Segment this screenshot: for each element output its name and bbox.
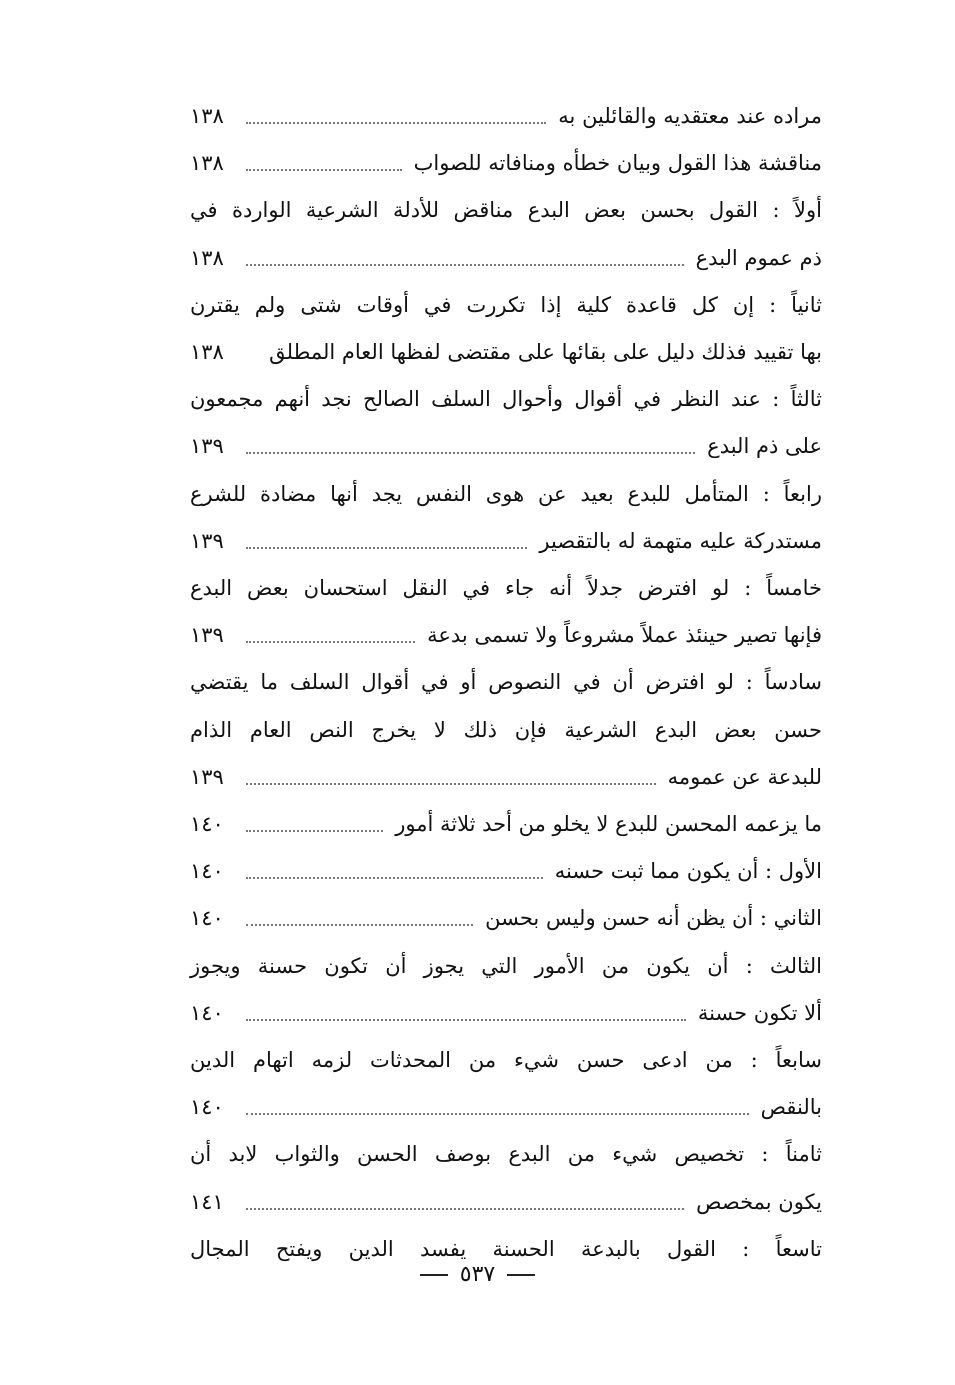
toc-entry <box>190 1079 822 1127</box>
toc-entry <box>190 749 822 797</box>
toc-entry <box>190 1174 822 1222</box>
dot-leader <box>246 452 695 454</box>
page-number: ٥٣٧ <box>459 1262 496 1287</box>
toc-entry <box>190 324 822 372</box>
dot-leader <box>246 1208 684 1210</box>
toc-entry <box>190 418 822 466</box>
toc-entry-text: مناقشة هذا القول وبيان خطأه ومنافاته للصواب <box>413 151 822 176</box>
toc-entry <box>190 607 822 655</box>
toc-page-number: ١٣٨ <box>190 151 224 176</box>
toc-entry-text: مستدركة عليه متهمة له بالتقصير <box>539 528 822 553</box>
dot-leader <box>246 264 684 266</box>
footer-dash-right <box>507 1274 535 1276</box>
dot-leader <box>246 924 473 926</box>
toc-entry-text: مراده عند معتقديه والقائلين به <box>558 104 822 128</box>
toc-entry <box>190 843 822 891</box>
toc-page-number: ١٣٨ <box>190 104 224 128</box>
toc-page-number: ١٤٠ <box>190 812 224 836</box>
toc-entry <box>190 938 822 986</box>
toc-entry-text: بها تقييد فذلك دليل على بقائها على مقتضى لفظها العام المطلق <box>269 340 822 364</box>
toc-entry-text: ذم عموم البدع <box>695 245 822 270</box>
dot-leader <box>246 877 543 879</box>
toc-entry-text: ما يزعمه المحسن للبدع لا يخلو من أحد ثلاثة أمور <box>395 812 822 836</box>
toc-page-number: ١٤٠ <box>190 1000 224 1025</box>
toc-entry <box>190 135 822 183</box>
toc-entry-text: سادساً : لو افترض أن في النصوص أو في أقوال السلف ما يقتضي <box>190 670 822 695</box>
toc-entry <box>190 985 822 1033</box>
toc-entry-text: ثالثاً : عند النظر في أقوال وأحوال السلف الصالح نجد أنهم مجمعون <box>190 387 822 412</box>
toc-page-number: ١٤٠ <box>190 859 224 884</box>
page-footer <box>0 1262 955 1287</box>
toc-page-number: ١٤٠ <box>190 906 224 931</box>
toc-page-number: ١٣٨ <box>190 340 224 364</box>
toc-page-number: ١٣٩ <box>190 764 224 789</box>
toc-entry-text: للبدعة عن عمومه <box>667 764 822 789</box>
toc-page-number: ١٣٩ <box>190 434 224 459</box>
dot-leader <box>246 1113 749 1115</box>
toc-entry <box>190 182 822 230</box>
toc-entry <box>190 654 822 702</box>
dot-leader <box>246 783 656 785</box>
footer-dash-left <box>420 1274 448 1276</box>
toc-entry <box>190 371 822 419</box>
dot-leader <box>246 1019 686 1021</box>
toc-entry <box>190 513 822 561</box>
toc-entry-text: سابعاً : من ادعى حسن شيء من المحدثات لزمه اتهام الدين <box>190 1048 822 1072</box>
toc-entry-text: ثامناً : تخصيص شيء من البدع بوصف الحسن والثواب لابد أن <box>190 1142 822 1167</box>
toc-page-number: ١٣٩ <box>190 528 224 553</box>
dot-leader <box>246 641 415 643</box>
toc-entry <box>190 1126 822 1174</box>
toc-entry-text: على ذم البدع <box>707 434 822 459</box>
toc-page-number: ١٤١ <box>190 1189 224 1214</box>
toc-entry-text: ألا تكون حسنة <box>697 1000 822 1025</box>
toc-entry-text: يكون بمخصص <box>696 1189 822 1214</box>
toc-page-number: ١٤٠ <box>190 1095 224 1120</box>
toc-entry <box>190 702 822 750</box>
dot-leader <box>246 169 402 171</box>
toc-entry-text: خامساً : لو افترض جدلاً أنه جاء في النقل استحسان بعض البدع <box>190 576 822 600</box>
toc-entry-text: حسن بعض البدع الشرعية فإن ذلك لا يخرج النص العام الذام <box>190 717 822 742</box>
toc-page-number: ١٣٨ <box>190 245 224 270</box>
dot-leader <box>246 830 383 832</box>
toc-entry <box>190 1032 822 1080</box>
toc-page-number: ١٣٩ <box>190 623 224 648</box>
toc-entry-text: الأول : أن يكون مما ثبت حسنه <box>554 859 822 884</box>
dot-leader <box>246 122 546 124</box>
toc-entry-text: الثالث : أن يكون من الأمور التي يجوز أن تكون حسنة ويجوز <box>190 953 822 978</box>
dot-leader <box>246 547 527 549</box>
toc-entry-text: تاسعاً : القول بالبدعة الحسنة يفسد الدين ويفتح المجال <box>190 1236 822 1261</box>
toc-entry <box>190 88 822 136</box>
toc-entry <box>190 230 822 278</box>
toc-entry-text: أولاً : القول بحسن بعض البدع مناقض للأدلة الشرعية الواردة في <box>190 198 822 223</box>
toc-entry-text: ثانياً : إن كل قاعدة كلية إذا تكررت في أوقات شتى ولم يقترن <box>190 292 822 317</box>
toc-entry <box>190 890 822 938</box>
toc-entry <box>190 796 822 844</box>
toc-entry <box>190 560 822 608</box>
toc-entry <box>190 277 822 325</box>
toc-entry-text: بالنقص <box>760 1095 822 1120</box>
toc-entry-text: فإنها تصير حينئذ عملاً مشروعاً ولا تسمى بدعة <box>427 623 822 648</box>
toc-entry-text: الثاني : أن يظن أنه حسن وليس بحسن <box>485 906 822 931</box>
toc-entry <box>190 466 822 514</box>
toc-entry-text: رابعاً : المتأمل للبدع بعيد عن هوى النفس يجد أنها مضادة للشرع <box>190 481 822 506</box>
